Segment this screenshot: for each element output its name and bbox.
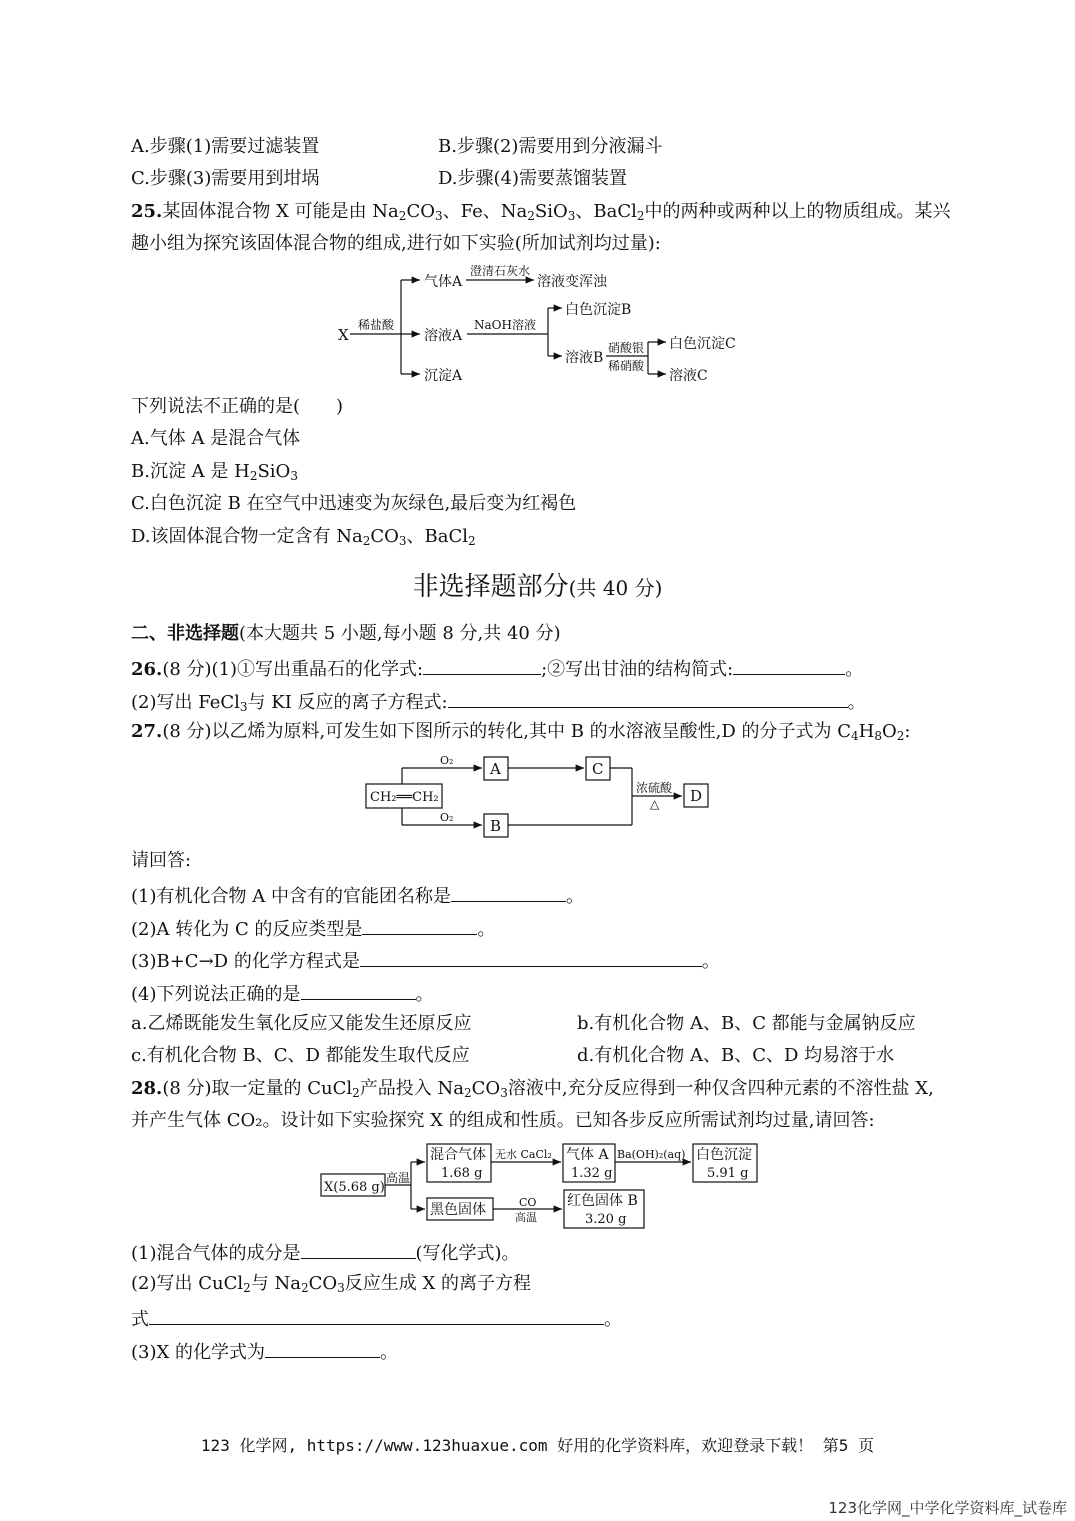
q27-o2-bottom: O₂	[440, 811, 454, 824]
q25-agno3: 硝酸银	[608, 341, 645, 355]
q25-question: 下列说法不正确的是( )	[131, 396, 344, 417]
q28-flow-diagram	[315, 1140, 765, 1232]
q27-option-b: b.有机化合物 A、B、C 都能与金属钠反应	[577, 1013, 916, 1034]
q28-sub2-line2: 式 。	[131, 1306, 622, 1331]
q27-blank-4[interactable]	[301, 981, 416, 1000]
q27-sub1: (1)有机化合物 A 中含有的官能团名称是 。	[131, 883, 584, 908]
q25-turbid: 溶液变浑浊	[537, 274, 607, 290]
q28-white-mass: 5.91 g	[707, 1166, 749, 1181]
q28-black-solid: 黑色固体	[430, 1202, 486, 1218]
q27-prompt: 请回答:	[131, 850, 192, 871]
q27-option-d: d.有机化合物 A、B、C、D 均易溶于水	[577, 1045, 895, 1066]
q27-node-a: A	[490, 760, 501, 778]
q25-x-label: X	[338, 326, 349, 344]
q27-conc-h2so4: 浓硫酸	[636, 781, 673, 795]
q28-sub3: (3)X 的化学式为 。	[131, 1339, 398, 1364]
q26-blank-2[interactable]	[733, 656, 845, 675]
q25-flow-diagram	[330, 262, 750, 390]
q28-red-mass: 3.20 g	[585, 1212, 627, 1227]
q28-red-solid-b: 红色固体 B	[567, 1193, 638, 1209]
q28-sub1: (1)混合气体的成分是 (写化学式)。	[131, 1240, 520, 1265]
q28-mixed-gas-mass: 1.68 g	[441, 1166, 483, 1181]
q25-white-c: 白色沉淀C	[669, 336, 736, 352]
page-footer: 123 化学网, https://www.123huaxue.com 好用的化学资料库，欢迎登录下载！ 第5 页	[200, 1436, 875, 1455]
q28-gas-a-mass: 1.32 g	[571, 1166, 613, 1181]
part2-heading: 二、非选择题(本大题共 5 小题,每小题 8 分,共 40 分)	[131, 623, 561, 644]
q25-option-a: A.气体 A 是混合气体	[131, 428, 301, 449]
q25-stem-line2: 趣小组为探究该固体混合物的组成,进行如下实验(所加试剂均过量):	[131, 233, 661, 254]
q24-option-b: B.步骤(2)需要用到分液漏斗	[438, 136, 663, 157]
q28-white-precipitate: 白色沉淀	[696, 1147, 752, 1163]
q25-solution-c: 溶液C	[669, 368, 708, 384]
q27-flow-diagram	[360, 750, 720, 846]
q27-blank-1[interactable]	[451, 883, 566, 902]
q25-solution-a: 溶液A	[424, 328, 463, 344]
q27-sub3: (3)B+C→D 的化学方程式是 。	[131, 948, 720, 973]
watermark: 123化学网_中学化学资料库_试卷库	[828, 1499, 1067, 1517]
q25-limewater: 澄清石灰水	[470, 264, 531, 278]
q28-high-temp: 高温	[386, 1171, 411, 1185]
q28-blank-2[interactable]	[149, 1306, 604, 1325]
q27-ethylene: CH₂══CH₂	[370, 790, 439, 805]
q25-stem: 25.某固体混合物 X 可能是由 $Na_2CO_3$、Fe、$Na_2SiO_3$、BaCl$_2$中的两种或两种以上的物质组成。某兴	[131, 201, 951, 223]
q28-baoh2: Ba(OH)₂(aq)	[617, 1148, 686, 1161]
q25-naoh: NaOH溶液	[474, 318, 536, 332]
q27-heat: △	[650, 797, 660, 811]
q25-option-c: C.白色沉淀 B 在空气中迅速变为灰绿色,最后变为红褐色	[131, 493, 577, 514]
q26-blank-3[interactable]	[448, 689, 848, 708]
q28-blank-3[interactable]	[265, 1339, 380, 1358]
q27-sub4: (4)下列说法正确的是 。	[131, 981, 434, 1006]
q27-sub2: (2)A 转化为 C 的反应类型是 。	[131, 916, 495, 941]
q28-co: CO	[519, 1196, 537, 1209]
q26-line1: 26.(8 分)(1)①写出重晶石的化学式: ;②写出甘油的结构简式: 。	[131, 656, 863, 681]
q24-option-d: D.步骤(4)需要蒸馏装置	[438, 168, 628, 189]
q27-blank-3[interactable]	[360, 948, 702, 967]
q28-cacl2: 无水 CaCl₂	[495, 1148, 552, 1161]
q25-number: 25.	[131, 201, 163, 222]
q26-blank-1[interactable]	[423, 656, 541, 675]
q25-precipitate-a: 沉淀A	[424, 368, 463, 384]
q27-option-c: c.有机化合物 B、C、D 都能发生取代反应	[131, 1045, 470, 1066]
q28-blank-1[interactable]	[301, 1240, 416, 1259]
q25-option-b: B.沉淀 A 是 $H_2SiO_3$	[131, 461, 298, 483]
q28-stem-line2: 并产生气体 CO₂。设计如下实验探究 X 的组成和性质。已知各步反应所需试剂均过量,请回答:	[131, 1110, 875, 1131]
q24-option-a: A.步骤(1)需要过滤装置	[131, 136, 320, 157]
q25-solution-b: 溶液B	[565, 350, 604, 366]
section-title: 非选择题部分(共 40 分)	[412, 572, 663, 602]
q25-option-d: D.该固体混合物一定含有 $Na_2CO_3$、BaCl$_2$	[131, 526, 476, 548]
q25-hno3: 稀硝酸	[608, 359, 645, 373]
q28-mixed-gas: 混合气体	[430, 1147, 486, 1163]
q24-option-c: C.步骤(3)需要用到坩埚	[131, 168, 320, 189]
q27-node-c: C	[592, 760, 604, 778]
q27-stem: 27.(8 分)以乙烯为原料,可发生如下图所示的转化,其中 B 的水溶液呈酸性,D 的分子式为 $C_4H_8O_2$:	[131, 721, 911, 743]
q25-white-b: 白色沉淀B	[565, 302, 632, 318]
q25-reagent-hcl: 稀盐酸	[358, 318, 395, 332]
q26-line2: (2)写出 FeCl$_3$与 KI 反应的离子方程式: 。	[131, 689, 866, 714]
q27-node-d: D	[690, 787, 703, 805]
q27-node-b: B	[490, 817, 502, 835]
q28-co-temp: 高温	[515, 1211, 537, 1224]
q28-x: X(5.68 g)	[324, 1180, 385, 1195]
q25-gas-a: 气体A	[424, 274, 463, 290]
q27-blank-2[interactable]	[362, 916, 477, 935]
q28-sub2: (2)写出 CuCl$_2$与 $Na_2CO_3$反应生成 X 的离子方程	[131, 1273, 532, 1295]
q27-o2-top: O₂	[440, 754, 454, 767]
q28-stem: 28.(8 分)取一定量的 CuCl$_2$产品投入 $Na_2CO_3$溶液中,充分反应得到一种仅含四种元素的不溶性盐 X,	[131, 1078, 934, 1100]
q28-gas-a: 气体 A	[566, 1147, 609, 1163]
q27-option-a: a.乙烯既能发生氧化反应又能发生还原反应	[131, 1013, 472, 1034]
